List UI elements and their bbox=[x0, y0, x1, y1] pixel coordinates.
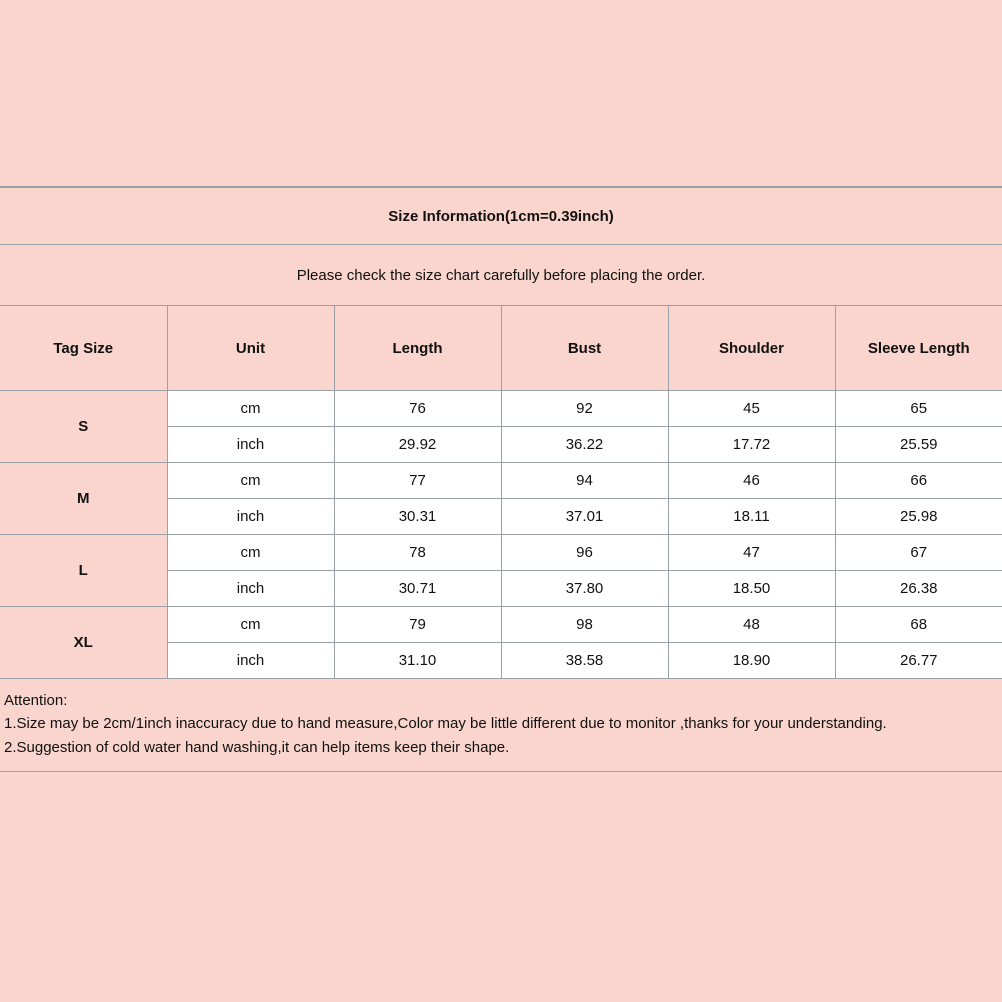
table-row bbox=[0, 391, 1002, 427]
unit-cell: cm bbox=[167, 535, 334, 571]
length-cell: 30.71 bbox=[334, 571, 501, 607]
bust-cell: 37.80 bbox=[501, 571, 668, 607]
length-cell: 78 bbox=[334, 535, 501, 571]
unit-cell: inch bbox=[167, 427, 334, 463]
length-cell: 30.31 bbox=[334, 499, 501, 535]
bust-cell: 38.58 bbox=[501, 643, 668, 679]
tag-size-cell: S bbox=[0, 391, 167, 463]
shoulder-cell: 47 bbox=[668, 535, 835, 571]
shoulder-cell: 45 bbox=[668, 391, 835, 427]
size-chart-table bbox=[0, 187, 1002, 771]
length-cell: 77 bbox=[334, 463, 501, 499]
column-header-length: Length bbox=[334, 306, 501, 391]
sleeve-length-cell: 66 bbox=[835, 463, 1002, 499]
bust-cell: 36.22 bbox=[501, 427, 668, 463]
bust-cell: 94 bbox=[501, 463, 668, 499]
attention-row bbox=[0, 679, 1002, 771]
attention-line-2: 2.Suggestion of cold water hand washing,it can help items keep their shape. bbox=[4, 738, 510, 756]
size-chart-container bbox=[0, 186, 1002, 772]
column-header-unit: Unit bbox=[167, 306, 334, 391]
unit-cell: cm bbox=[167, 463, 334, 499]
chart-title-row bbox=[0, 188, 1002, 245]
shoulder-cell: 18.11 bbox=[668, 499, 835, 535]
sleeve-length-cell: 68 bbox=[835, 607, 1002, 643]
table-row bbox=[0, 535, 1002, 571]
shoulder-cell: 17.72 bbox=[668, 427, 835, 463]
table-header-row bbox=[0, 306, 1002, 391]
column-header-bust: Bust bbox=[501, 306, 668, 391]
bust-cell: 37.01 bbox=[501, 499, 668, 535]
unit-cell: cm bbox=[167, 607, 334, 643]
bust-cell: 92 bbox=[501, 391, 668, 427]
shoulder-cell: 48 bbox=[668, 607, 835, 643]
column-header-sleeve-length: Sleeve Length bbox=[835, 306, 1002, 391]
length-cell: 76 bbox=[334, 391, 501, 427]
chart-title: Size Information(1cm=0.39inch) bbox=[0, 188, 1002, 245]
length-cell: 79 bbox=[334, 607, 501, 643]
chart-subtitle-row bbox=[0, 245, 1002, 306]
bust-cell: 96 bbox=[501, 535, 668, 571]
sleeve-length-cell: 26.38 bbox=[835, 571, 1002, 607]
shoulder-cell: 18.90 bbox=[668, 643, 835, 679]
length-cell: 31.10 bbox=[334, 643, 501, 679]
chart-subtitle: Please check the size chart carefully before placing the order. bbox=[0, 245, 1002, 306]
tag-size-cell: M bbox=[0, 463, 167, 535]
unit-cell: cm bbox=[167, 391, 334, 427]
attention-line-1: 1.Size may be 2cm/1inch inaccuracy due to hand measure,Color may be little different due to monitor ,thanks for your understanding. bbox=[4, 715, 887, 733]
sleeve-length-cell: 25.59 bbox=[835, 427, 1002, 463]
unit-cell: inch bbox=[167, 571, 334, 607]
tag-size-cell: L bbox=[0, 535, 167, 607]
table-row bbox=[0, 463, 1002, 499]
sleeve-length-cell: 67 bbox=[835, 535, 1002, 571]
length-cell: 29.92 bbox=[334, 427, 501, 463]
tag-size-cell: XL bbox=[0, 607, 167, 679]
unit-cell: inch bbox=[167, 643, 334, 679]
shoulder-cell: 46 bbox=[668, 463, 835, 499]
sleeve-length-cell: 25.98 bbox=[835, 499, 1002, 535]
unit-cell: inch bbox=[167, 499, 334, 535]
sleeve-length-cell: 65 bbox=[835, 391, 1002, 427]
sleeve-length-cell: 26.77 bbox=[835, 643, 1002, 679]
attention-heading: Attention: bbox=[4, 692, 68, 709]
table-row bbox=[0, 607, 1002, 643]
bust-cell: 98 bbox=[501, 607, 668, 643]
shoulder-cell: 18.50 bbox=[668, 571, 835, 607]
column-header-tag-size: Tag Size bbox=[0, 306, 167, 391]
column-header-shoulder: Shoulder bbox=[668, 306, 835, 391]
attention-block bbox=[0, 679, 1002, 771]
